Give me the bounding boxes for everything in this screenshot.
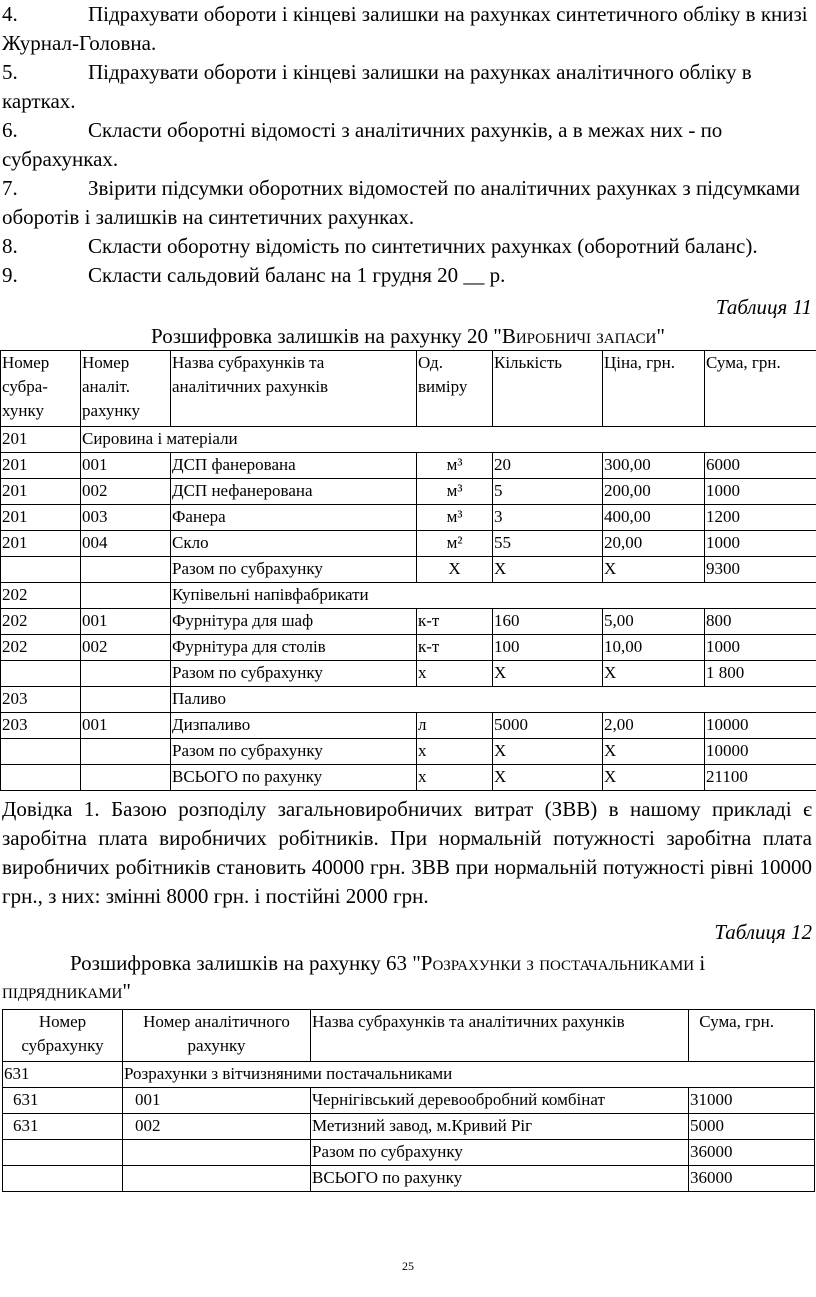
table-row <box>1 479 816 505</box>
table-row <box>1 453 816 479</box>
list-item-number: 9. <box>2 263 18 287</box>
section-row <box>1 687 816 713</box>
table-12-title <box>0 949 816 977</box>
cell: 10,00 <box>603 635 705 661</box>
task-list <box>0 0 816 290</box>
cell <box>1 661 81 687</box>
section-title: Купівельні напівфабрикати <box>171 583 816 609</box>
table-header-row <box>1 351 816 427</box>
table-row <box>1 609 816 635</box>
cell: 203 <box>1 713 81 739</box>
header-cell: Номер субра-хунку <box>1 351 81 427</box>
cell <box>1 765 81 791</box>
table-row <box>1 713 816 739</box>
list-item-text: Скласти сальдовий баланс на 1 грудня 20 __ р. <box>88 263 506 287</box>
list-item <box>2 58 814 116</box>
cell: 2,00 <box>603 713 705 739</box>
header-cell: Номер аналіт. рахунку <box>81 351 171 427</box>
cell: м² <box>417 531 493 557</box>
page-number: 25 <box>402 1259 414 1273</box>
table-11 <box>0 350 816 791</box>
cell: 1000 <box>705 635 816 661</box>
cell: ВСЬОГО по рахунку <box>311 1166 689 1192</box>
table-row <box>3 1088 815 1114</box>
cell: Дизпаливо <box>171 713 417 739</box>
table-row <box>1 531 816 557</box>
cell: 201 <box>1 505 81 531</box>
cell: Х <box>603 557 705 583</box>
cell: 36000 <box>689 1166 815 1192</box>
subtotal-row <box>1 557 816 583</box>
table-12-title-continued <box>0 977 816 1005</box>
cell: 004 <box>81 531 171 557</box>
table-12 <box>2 1009 815 1192</box>
cell: 002 <box>123 1114 311 1140</box>
cell: 300,00 <box>603 453 705 479</box>
table-row <box>3 1114 815 1140</box>
cell: 002 <box>81 635 171 661</box>
cell: Х <box>603 661 705 687</box>
section-title: Паливо <box>171 687 816 713</box>
list-item-number: 4. <box>2 2 18 26</box>
total-row <box>3 1166 815 1192</box>
cell: 9300 <box>705 557 816 583</box>
cell: Х <box>493 739 603 765</box>
cell: 800 <box>705 609 816 635</box>
cell: 202 <box>1 609 81 635</box>
list-item <box>2 116 814 174</box>
cell: 5000 <box>493 713 603 739</box>
cell: 5000 <box>689 1114 815 1140</box>
cell: 400,00 <box>603 505 705 531</box>
list-item-text: Скласти оборотну відомість по синтетичних рахунках (оборотний баланс). <box>88 234 758 258</box>
subtotal-row <box>3 1140 815 1166</box>
table-12-title-account-2: підрядниками <box>2 979 123 1003</box>
section-code: 201 <box>1 427 81 453</box>
list-item-number: 5. <box>2 60 18 84</box>
header-cell: Од. виміру <box>417 351 493 427</box>
cell: 202 <box>1 635 81 661</box>
cell: 200,00 <box>603 479 705 505</box>
cell: 5 <box>493 479 603 505</box>
cell: Х <box>493 557 603 583</box>
cell: ДСП фанерована <box>171 453 417 479</box>
cell: Метизний завод, м.Кривий Ріг <box>311 1114 689 1140</box>
cell: 631 <box>3 1088 123 1114</box>
cell: м³ <box>417 453 493 479</box>
table-11-title-prefix: Розшифровка залишків на рахунку 20 " <box>151 324 502 348</box>
cell: Фанера <box>171 505 417 531</box>
list-item <box>2 174 814 232</box>
cell: 6000 <box>705 453 816 479</box>
cell: м³ <box>417 505 493 531</box>
cell: Разом по субрахунку <box>171 557 417 583</box>
header-cell: Номер субрахунку <box>3 1010 123 1062</box>
cell: Х <box>603 765 705 791</box>
cell <box>1 739 81 765</box>
section-code: 202 <box>1 583 81 609</box>
cell: 201 <box>1 531 81 557</box>
list-item-number: 8. <box>2 234 18 258</box>
table-12-title-account-1: Розрахунки з постачальниками <box>420 951 695 975</box>
header-cell: Сума, грн. <box>689 1010 815 1062</box>
list-item <box>2 0 814 58</box>
cell: 160 <box>493 609 603 635</box>
cell: Х <box>417 557 493 583</box>
cell: 001 <box>81 609 171 635</box>
cell: Фурнітура для шаф <box>171 609 417 635</box>
header-cell: Сума, грн. <box>705 351 816 427</box>
cell: к-т <box>417 635 493 661</box>
cell <box>81 583 171 609</box>
cell: 1000 <box>705 531 816 557</box>
table-row <box>1 505 816 531</box>
cell: 631 <box>3 1114 123 1140</box>
cell <box>81 661 171 687</box>
cell: Чернігівський деревообробний комбінат <box>311 1088 689 1114</box>
header-cell: Ціна, грн. <box>603 351 705 427</box>
section-row <box>1 427 816 453</box>
cell: Разом по субрахунку <box>311 1140 689 1166</box>
cell: 10000 <box>705 713 816 739</box>
cell: 55 <box>493 531 603 557</box>
cell: 31000 <box>689 1088 815 1114</box>
reference-note: Довідка 1. Базою розподілу загальновиробничих витрат (ЗВВ) в нашому прикладі є заробітна плата виробничих робітників. При нормальній потужності заробітна плата виробничих робітників становить 40000 грн. ЗВВ при нормальній потужності рівні 10000 грн., з них: змінні 8000 грн. і постійні 2000 грн. <box>2 797 812 908</box>
cell: 10000 <box>705 739 816 765</box>
cell: 003 <box>81 505 171 531</box>
cell <box>81 557 171 583</box>
list-item-text: Підрахувати обороти і кінцеві залишки на рахунках аналітичного обліку в картках. <box>2 60 752 113</box>
cell: 36000 <box>689 1140 815 1166</box>
cell <box>81 739 171 765</box>
table-header-row <box>3 1010 815 1062</box>
cell <box>81 765 171 791</box>
cell: Х <box>603 739 705 765</box>
cell: 20,00 <box>603 531 705 557</box>
section-code: 631 <box>3 1062 123 1088</box>
cell: 1200 <box>705 505 816 531</box>
cell: Фурнітура для столів <box>171 635 417 661</box>
cell: х <box>417 661 493 687</box>
cell: 5,00 <box>603 609 705 635</box>
header-cell: Назва субрахунків та аналітичних рахунків <box>311 1010 689 1062</box>
table-row <box>1 635 816 661</box>
cell <box>3 1166 123 1192</box>
cell: 20 <box>493 453 603 479</box>
cell <box>1 557 81 583</box>
table-11-title-suffix: " <box>656 324 665 348</box>
cell: 1 800 <box>705 661 816 687</box>
list-item-text: Скласти оборотні відомості з аналітичних рахунків, а в межах них - по субрахунках. <box>2 118 723 171</box>
section-row <box>3 1062 815 1088</box>
header-cell: Кількість <box>493 351 603 427</box>
list-item-text: Підрахувати обороти і кінцеві залишки на рахунках синтетичного обліку в книзі Журнал-Головна. <box>2 2 808 55</box>
cell: 21100 <box>705 765 816 791</box>
list-item <box>2 261 814 290</box>
table-11-title-account: Виробничі запаси <box>501 324 657 348</box>
table-12-title-suffix: " <box>122 979 131 1003</box>
list-item-text: Звірити підсумки оборотних відомостей по аналітичних рахунках з підсумками оборотів і залишків на синтетичних рахунках. <box>2 176 801 229</box>
section-row <box>1 583 816 609</box>
cell: 001 <box>81 453 171 479</box>
cell: 100 <box>493 635 603 661</box>
cell: 201 <box>1 479 81 505</box>
table-11-caption: Таблиця 11 <box>715 295 812 319</box>
table-11-title <box>0 322 816 350</box>
cell: Скло <box>171 531 417 557</box>
section-code: 203 <box>1 687 81 713</box>
subtotal-row <box>1 739 816 765</box>
cell: 201 <box>1 453 81 479</box>
cell: 3 <box>493 505 603 531</box>
total-row <box>1 765 816 791</box>
cell: 002 <box>81 479 171 505</box>
cell: Разом по субрахунку <box>171 661 417 687</box>
cell <box>81 687 171 713</box>
list-item <box>2 232 814 261</box>
cell: Разом по субрахунку <box>171 739 417 765</box>
table-12-title-mid: і <box>694 951 706 975</box>
cell <box>123 1166 311 1192</box>
cell: х <box>417 739 493 765</box>
subtotal-row <box>1 661 816 687</box>
header-cell: Номер аналітичного рахунку <box>123 1010 311 1062</box>
cell: 001 <box>123 1088 311 1114</box>
list-item-number: 7. <box>2 176 18 200</box>
list-item-number: 6. <box>2 118 18 142</box>
cell: ВСЬОГО по рахунку <box>171 765 417 791</box>
cell: м³ <box>417 479 493 505</box>
cell: к-т <box>417 609 493 635</box>
cell: 1000 <box>705 479 816 505</box>
cell: Х <box>493 765 603 791</box>
cell: Х <box>493 661 603 687</box>
cell: 001 <box>81 713 171 739</box>
cell <box>3 1140 123 1166</box>
section-title: Сировина і матеріали <box>81 427 816 453</box>
section-title: Розрахунки з вітчизняними постачальниками <box>123 1062 815 1088</box>
cell <box>123 1140 311 1166</box>
cell: л <box>417 713 493 739</box>
table-12-title-prefix: Розшифровка залишків на рахунку 63 " <box>70 951 421 975</box>
table-12-caption: Таблиця 12 <box>714 920 812 944</box>
cell: х <box>417 765 493 791</box>
header-cell: Назва субрахунків та аналітичних рахунків <box>171 351 417 427</box>
cell: ДСП нефанерована <box>171 479 417 505</box>
